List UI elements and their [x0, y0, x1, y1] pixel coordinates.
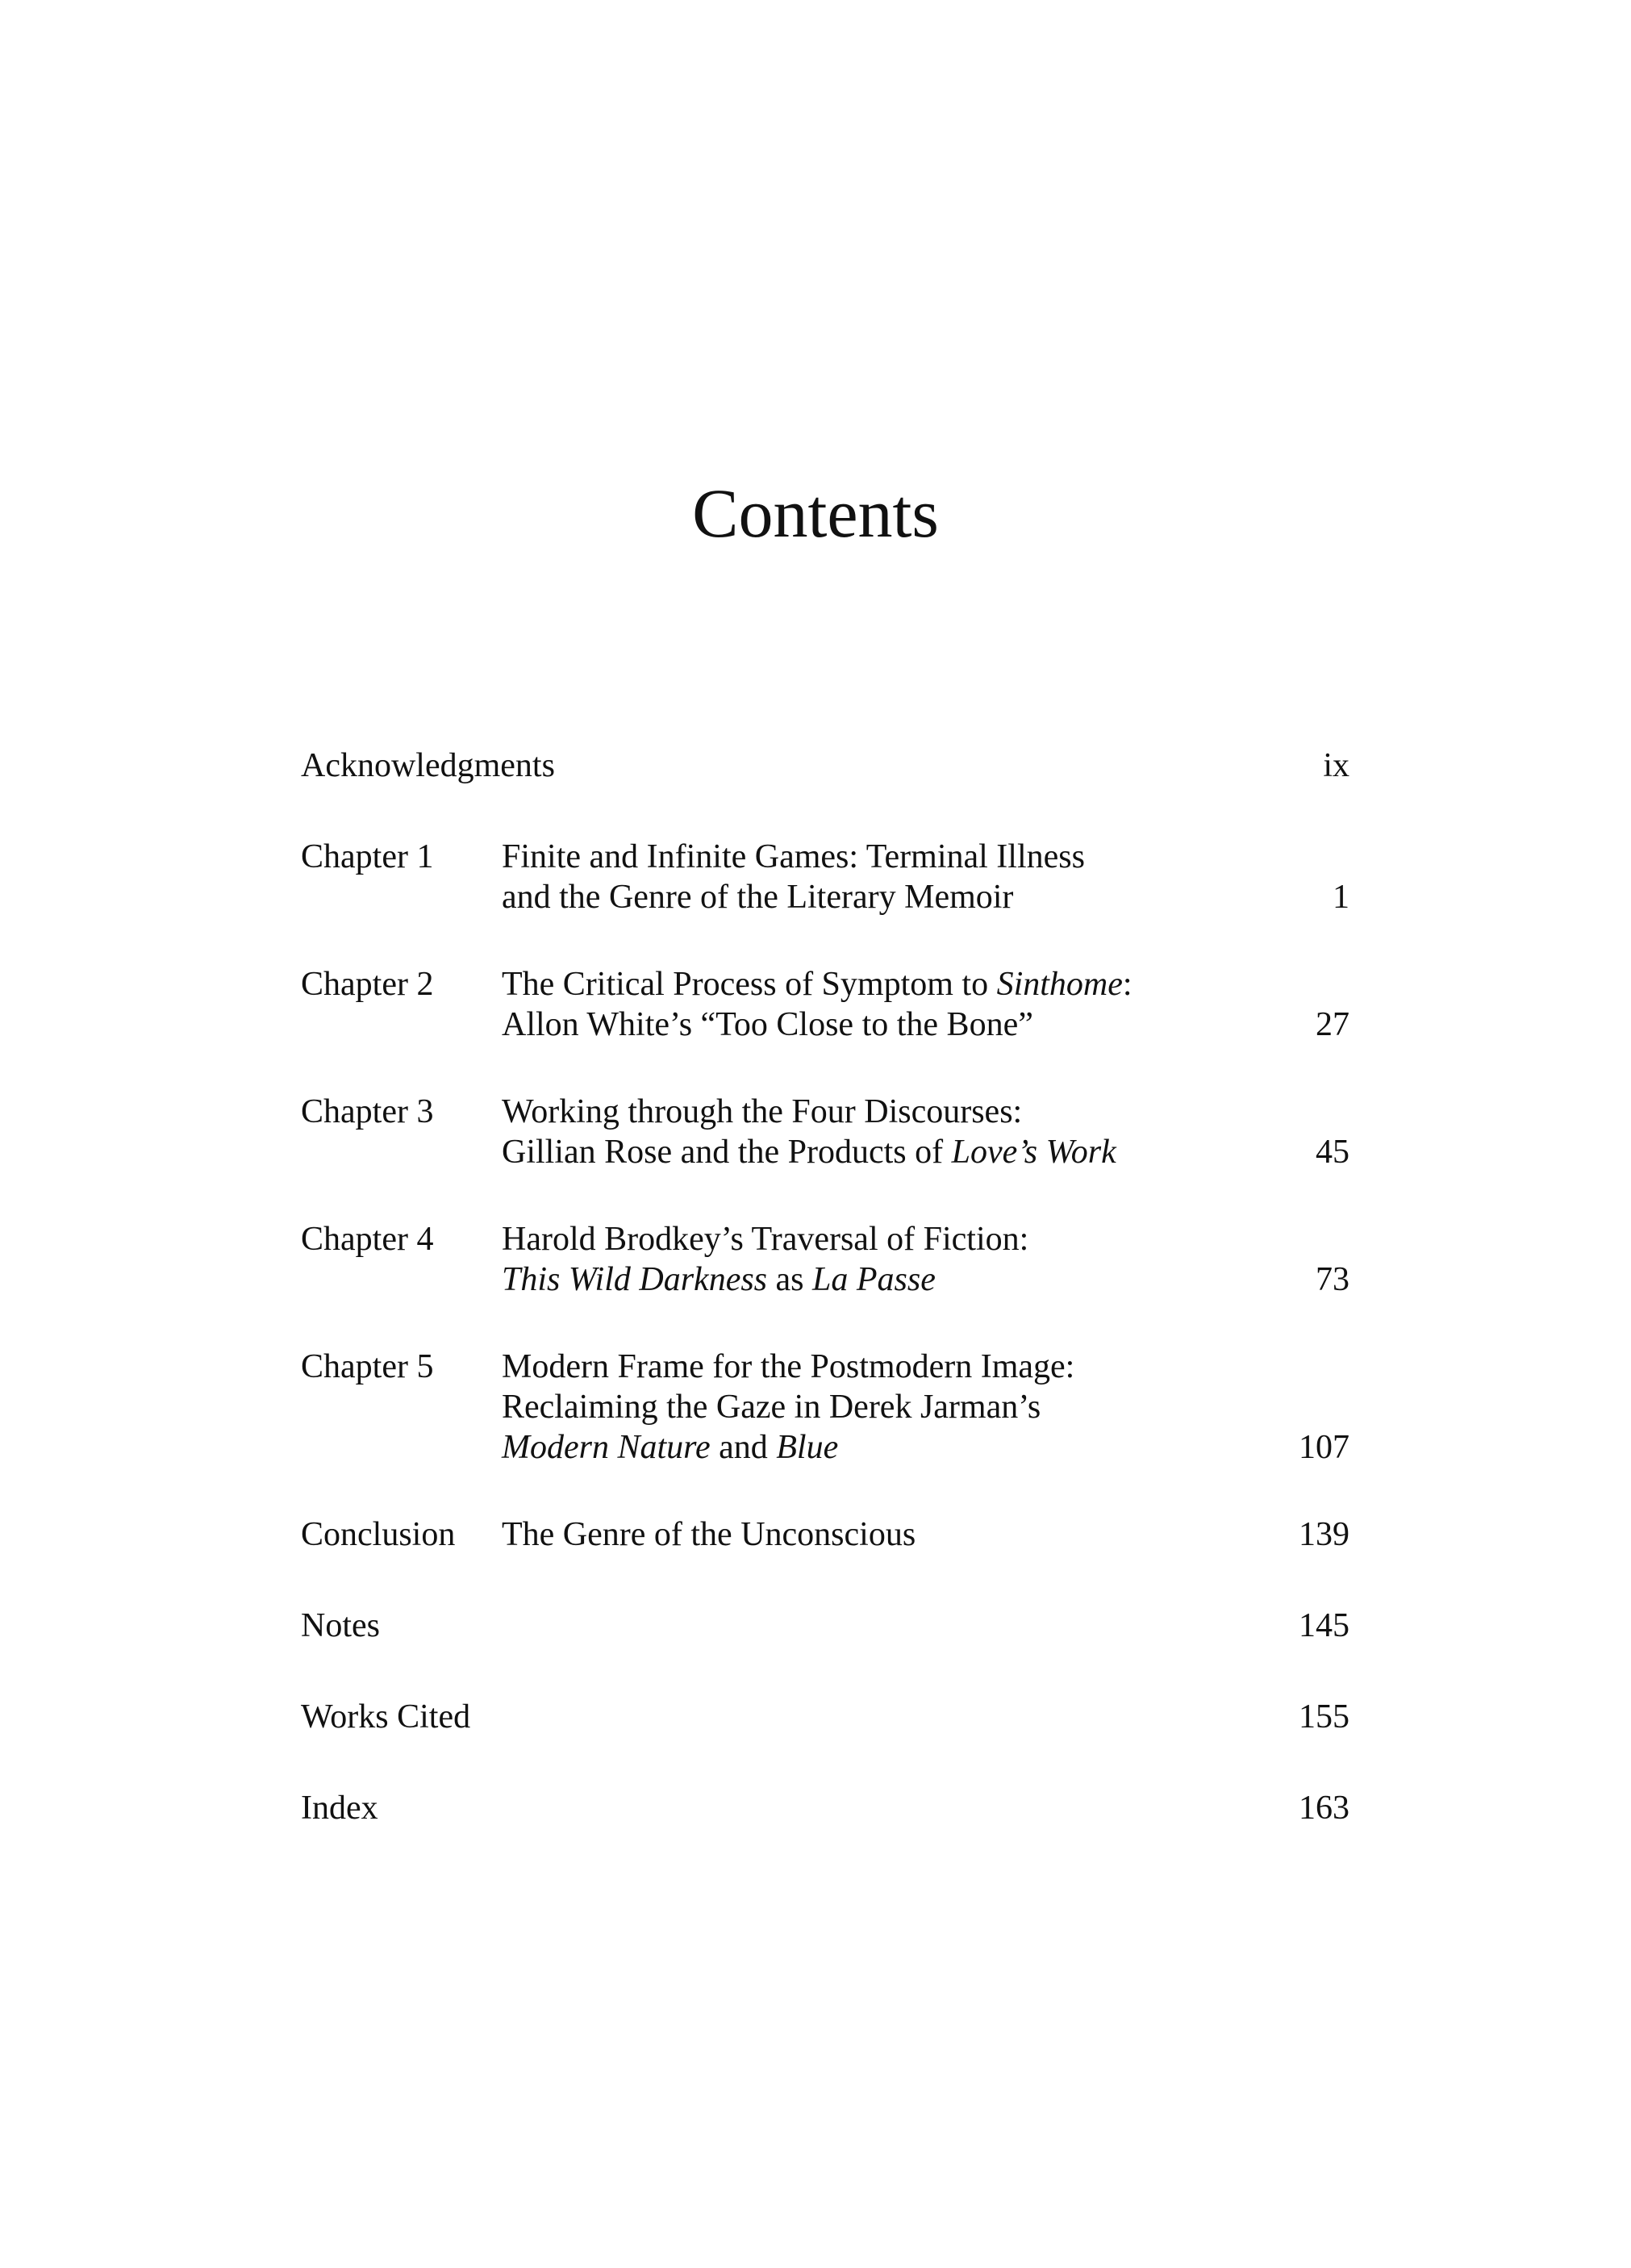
chapter-label: Chapter 3: [301, 1093, 434, 1130]
page-number: 1: [1333, 879, 1349, 916]
entry-label: Index: [301, 1790, 378, 1827]
chapter-title-line: Modern Frame for the Postmodern Image:: [502, 1348, 1075, 1385]
title-text: :: [1122, 966, 1133, 1003]
chapter-title-line: Reclaiming the Gaze in Derek Jarman’s: [502, 1389, 1041, 1426]
toc-entry-chapter-2: [301, 964, 1349, 1045]
table-of-contents: [301, 746, 1349, 1879]
title-italic-text: Blue: [776, 1429, 839, 1466]
page-number: ix: [1323, 747, 1349, 784]
chapter-title: [502, 964, 1253, 1045]
chapter-title-line: The Genre of the Unconscious: [502, 1516, 916, 1553]
chapter-label: Conclusion: [301, 1516, 456, 1553]
page-number: 163: [1299, 1790, 1349, 1827]
toc-entry-works-cited: [301, 1697, 1349, 1737]
chapter-label: Chapter 2: [301, 966, 434, 1003]
chapter-label: Chapter 5: [301, 1348, 434, 1385]
chapter-title-line: Working through the Four Discourses:: [502, 1093, 1023, 1130]
chapter-title-line: Harold Brodkey’s Traversal of Fiction:: [502, 1221, 1029, 1258]
chapter-title-line: [502, 1132, 1253, 1172]
title-italic-text: Love’s Work: [951, 1134, 1116, 1171]
chapter-title-line: [502, 1427, 1253, 1468]
toc-entry-acknowledgments: [301, 746, 1349, 786]
toc-entry-notes: [301, 1606, 1349, 1646]
chapter-title-line: and the Genre of the Literary Memoir: [502, 879, 1014, 916]
toc-entry-chapter-3: [301, 1092, 1349, 1172]
title-text: as: [767, 1261, 813, 1298]
title-italic-text: Modern Nature: [502, 1429, 711, 1466]
entry-label: Acknowledgments: [301, 747, 555, 784]
page-title: Contents: [692, 474, 939, 552]
chapter-title-line: Finite and Infinite Games: Terminal Illness: [502, 838, 1085, 875]
chapter-title: [502, 1514, 1253, 1555]
title-italic-text: La Passe: [812, 1261, 936, 1298]
page-number: 107: [1299, 1429, 1349, 1466]
page-number: 145: [1299, 1607, 1349, 1644]
entry-label: Works Cited: [301, 1698, 471, 1735]
chapter-title: [502, 1219, 1253, 1300]
chapter-title: [502, 837, 1253, 917]
chapter-title: [502, 1347, 1253, 1468]
toc-entry-index: [301, 1788, 1349, 1828]
chapter-title: [502, 1092, 1253, 1172]
chapter-title-line: Allon White’s “Too Close to the Bone”: [502, 1006, 1033, 1043]
page-number: 45: [1316, 1134, 1349, 1171]
toc-entry-conclusion: [301, 1514, 1349, 1555]
page-number: 27: [1316, 1006, 1349, 1043]
toc-entry-chapter-4: [301, 1219, 1349, 1300]
toc-entry-chapter-1: [301, 837, 1349, 917]
title-italic-text: This Wild Darkness: [502, 1261, 768, 1298]
page-number: 73: [1316, 1261, 1349, 1298]
title-text: and: [710, 1429, 777, 1466]
page-number: 155: [1299, 1698, 1349, 1735]
entry-label: Notes: [301, 1607, 380, 1644]
toc-entry-chapter-5: [301, 1347, 1349, 1468]
page-number: 139: [1299, 1516, 1349, 1553]
chapter-title-line: [502, 1259, 1253, 1300]
title-italic-text: Sinthome: [996, 966, 1123, 1003]
chapter-label: Chapter 4: [301, 1221, 434, 1258]
title-text: Gillian Rose and the Products of: [502, 1134, 952, 1171]
chapter-label: Chapter 1: [301, 838, 434, 875]
title-text: The Critical Process of Symptom to: [502, 966, 997, 1003]
chapter-title-line: [502, 964, 1253, 1005]
